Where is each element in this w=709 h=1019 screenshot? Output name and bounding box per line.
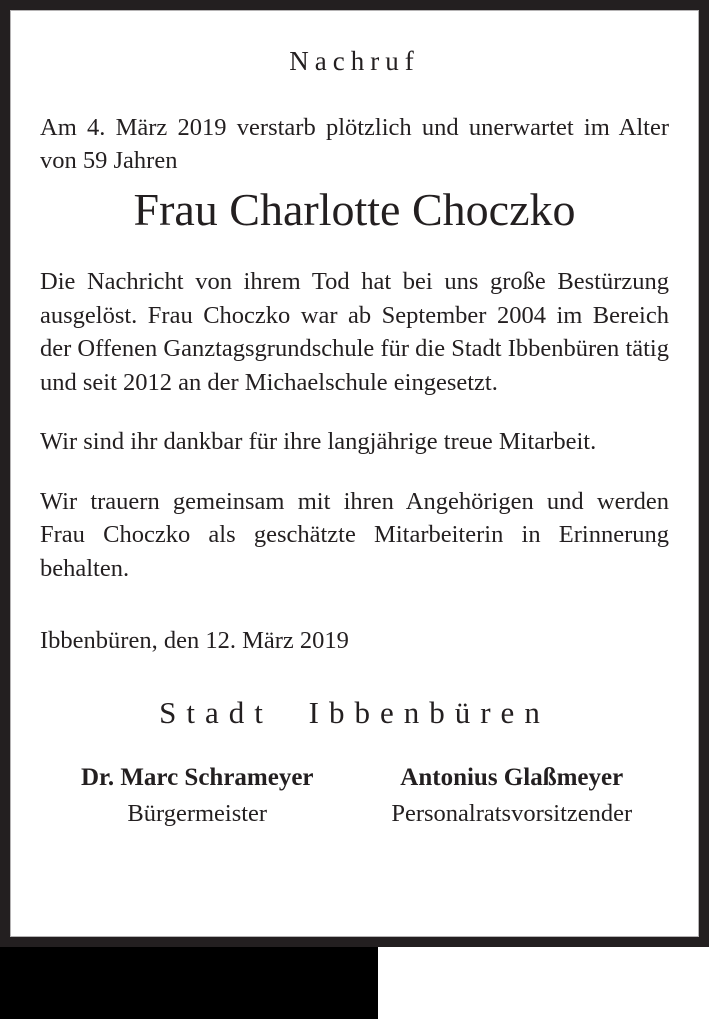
deceased-name: Frau Charlotte Choczko xyxy=(133,184,576,235)
notice-content xyxy=(10,10,699,937)
death-announcement-text: Am 4. März 2019 verstarb plötzlich und unerwartet im Alter von 59 Jahren xyxy=(40,114,669,174)
signatory-role: Bürgermeister xyxy=(127,800,268,827)
tribute-paragraph: Die Nachricht von ihrem Tod hat bei uns große Bestürzung ausgelöst. Frau Choczko war ab September 2004 im Bereich der Offenen Ganztagsgrundschule für die Stadt Ibbenbüren tätig und seit 2012 an der Michaelschule eingesetzt. xyxy=(40,268,669,396)
place-and-date: Ibbenbüren, den 12. März 2019 xyxy=(40,627,349,654)
signatory-role: Personalratsvorsitzender xyxy=(391,800,633,827)
signatory-name: Dr. Marc Schrameyer xyxy=(80,764,314,791)
mourning-paragraph: Wir trauern gemeinsam mit ihren Angehörigen und werden Frau Choczko als geschätzte Mitarbeiterin in Erinnerung behalten. xyxy=(40,487,669,582)
signatory-staff-council-chair xyxy=(355,763,670,829)
organization-name: Stadt Ibbenbüren xyxy=(159,695,550,730)
signature-block xyxy=(40,763,669,829)
signatory-mayor xyxy=(40,763,355,829)
notice-title: Nachruf xyxy=(289,46,420,76)
redaction-block xyxy=(0,947,378,1019)
signatory-name: Antonius Glaßmeyer xyxy=(400,764,624,791)
gratitude-paragraph: Wir sind ihr dankbar für ihre langjährige treue Mitarbeit. xyxy=(40,428,597,455)
